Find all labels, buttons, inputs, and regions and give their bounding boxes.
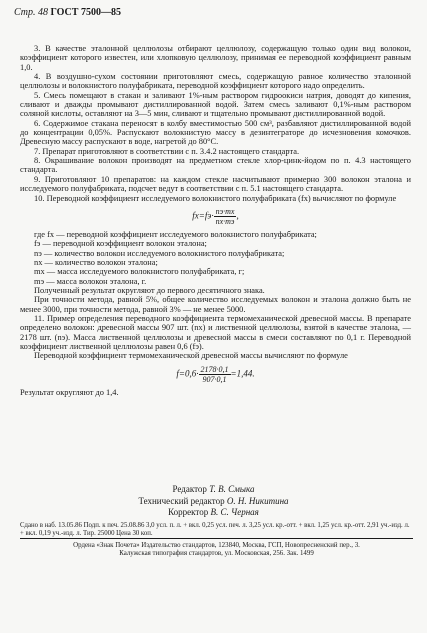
publisher-footer	[20, 542, 413, 559]
paragraph-7: 7. Препарат приготовляют в соответствии с п. 3.4.2 настоящего стандарта.	[34, 146, 300, 156]
formula-example-tail: =1,44.	[230, 368, 255, 379]
paragraph-9: 9. Приготовляют 10 препаратов: на каждом стекле насчитывают примерно 300 волокон эталона и исследуемого полуфабриката, подсчет ведут в соответствии с п. 5.1 настоящего стандарта.	[20, 174, 411, 194]
formula-fx-lhs: fx=fэ·	[192, 210, 214, 221]
formula-example	[20, 365, 411, 384]
printer-line: Калужская типография стандартов, ул. Московская, 256. Зак. 1499	[119, 550, 314, 558]
document-body	[20, 44, 411, 397]
footer-divider	[20, 538, 413, 539]
paragraph-10: 10. Переводной коэффициент исследуемого волокнистого полуфабриката (fx) вычисляют по формуле	[34, 193, 397, 203]
formula-example-fraction	[199, 365, 231, 384]
page-header	[14, 7, 121, 18]
paragraph-11: 11. Пример определения переводного коэффициента термомеханической древесной массы. В препарате определено волокон: древесной массы 907 шт. (nx) и лиственной целлюлозы, взятой в качестве эталона, — 2178 шт. (nэ). Масса лиственной целлюлозы и древесной массы в смеси составляют по 0,1 г. Переводной коэффициент лиственной целлюлозы равен 0,6 (fэ).	[20, 313, 411, 351]
imprint-info: Сдано в наб. 13.05.86 Подп. к печ. 25.08.86 3,0 усл. п. л. + вкл. 0,25 усл. печ. л. 3,25 усл. кр.-отт. + вкл. 1,25 усл. кр.-отт. 2,91 уч.-изд. л. + вкл. 0,19 уч.-изд. л. Тир. 25000 Цена 30 коп.	[20, 522, 410, 538]
paragraph-6: 6. Содержимое стакана переносят в колбу вместимостью 500 см³, разбавляют дистиллированной водой до концентрации 0,05%. Распускают волокнистую массу в дезинтеграторе до исчезновения комочков. Древесную массу распускают в воде, нагретой до 80°С.	[20, 118, 411, 147]
standard-number: 7500—85	[80, 7, 121, 18]
definition-fe: fэ — переводной коэффициент волокон эталона;	[34, 239, 207, 249]
accuracy-note: При точности метода, равной 5%, общее количество исследуемых волокон и эталона должно быть не менее 3000, при точности метода, равной 3% — не менее 5000.	[20, 295, 411, 314]
paragraph-3: 3. В качестве эталонной целлюлозы отбирают целлюлозу, содержащую только один вид волокон, коэффициент которого известен, или хлопковую целлюлозу, принимая ее переводной коэффициент равным 1,0.	[20, 44, 411, 72]
definition-nx: nx — количество волокон эталона;	[34, 257, 158, 267]
formula-fx	[20, 207, 411, 226]
definition-me: mэ — масса волокон эталона, г.	[34, 276, 147, 286]
credit-editor: Редактор Т. В. Смыка	[172, 484, 255, 494]
formula-intro: Переводной коэффициент термомеханической древесной массы вычисляют по формуле	[34, 351, 348, 361]
formula-fx-numerator: nэ·mx	[215, 206, 235, 216]
page-number: Стр. 48	[14, 7, 49, 18]
paragraph-4: 4. В воздушно-сухом состоянии приготовляют смесь, содержащую равное количество эталонной целлюлозы и волокнистого полуфабриката, переводной коэффициент которого надо определить.	[20, 72, 411, 91]
paragraph-5: 5. Смесь помещают в стакан и заливают 1%-ным раствором гидроокиси натрия, доводят до кипения, сливают и дважды промывают дистиллированной водой. Затем смесь заливают 0,1%-ным раствором соляной кислоты, оставляют на 3—5 мин, сливают и тщательно промывают дистиллированной водой.	[20, 90, 411, 119]
credit-proofreader: Корректор В. С. Черная	[168, 507, 259, 517]
rounding-note: Полученный результат округляют до первого десятичного знака.	[34, 285, 265, 295]
formula-example-numerator: 2178·0,1	[200, 364, 229, 374]
formula-fx-fraction	[214, 207, 237, 226]
result-line: Результат округляют до 1,4.	[20, 387, 119, 397]
definition-fx: где fx — переводной коэффициент исследуемого волокнистого полуфабриката;	[34, 229, 317, 239]
standard-label: ГОСТ	[50, 7, 79, 18]
paragraph-8: 8. Окрашивание волокон производят на предметном стекле хлор-цинк-йодом по п. 4.3 настоящего стандарта.	[20, 156, 411, 175]
definition-mx: mx — масса исследуемого волокнистого полуфабриката, г;	[34, 267, 245, 277]
credits	[0, 484, 427, 519]
formula-fx-denominator: nx·mэ	[215, 216, 235, 226]
formula-example-denominator: 907·0,1	[202, 374, 227, 384]
formula-example-lhs: f=0,6·	[176, 368, 199, 379]
publisher-line: Ордена «Знак Почета» Издательство стандартов, 123840, Москва, ГСП, Новопресненский пер., 3.	[73, 542, 360, 549]
definition-ne: nэ — количество волокон исследуемого волокнистого полуфабриката;	[34, 248, 285, 258]
credit-tech-editor: Технический редактор О. Н. Никитина	[138, 495, 289, 506]
formula-fx-tail: ,	[236, 210, 239, 221]
